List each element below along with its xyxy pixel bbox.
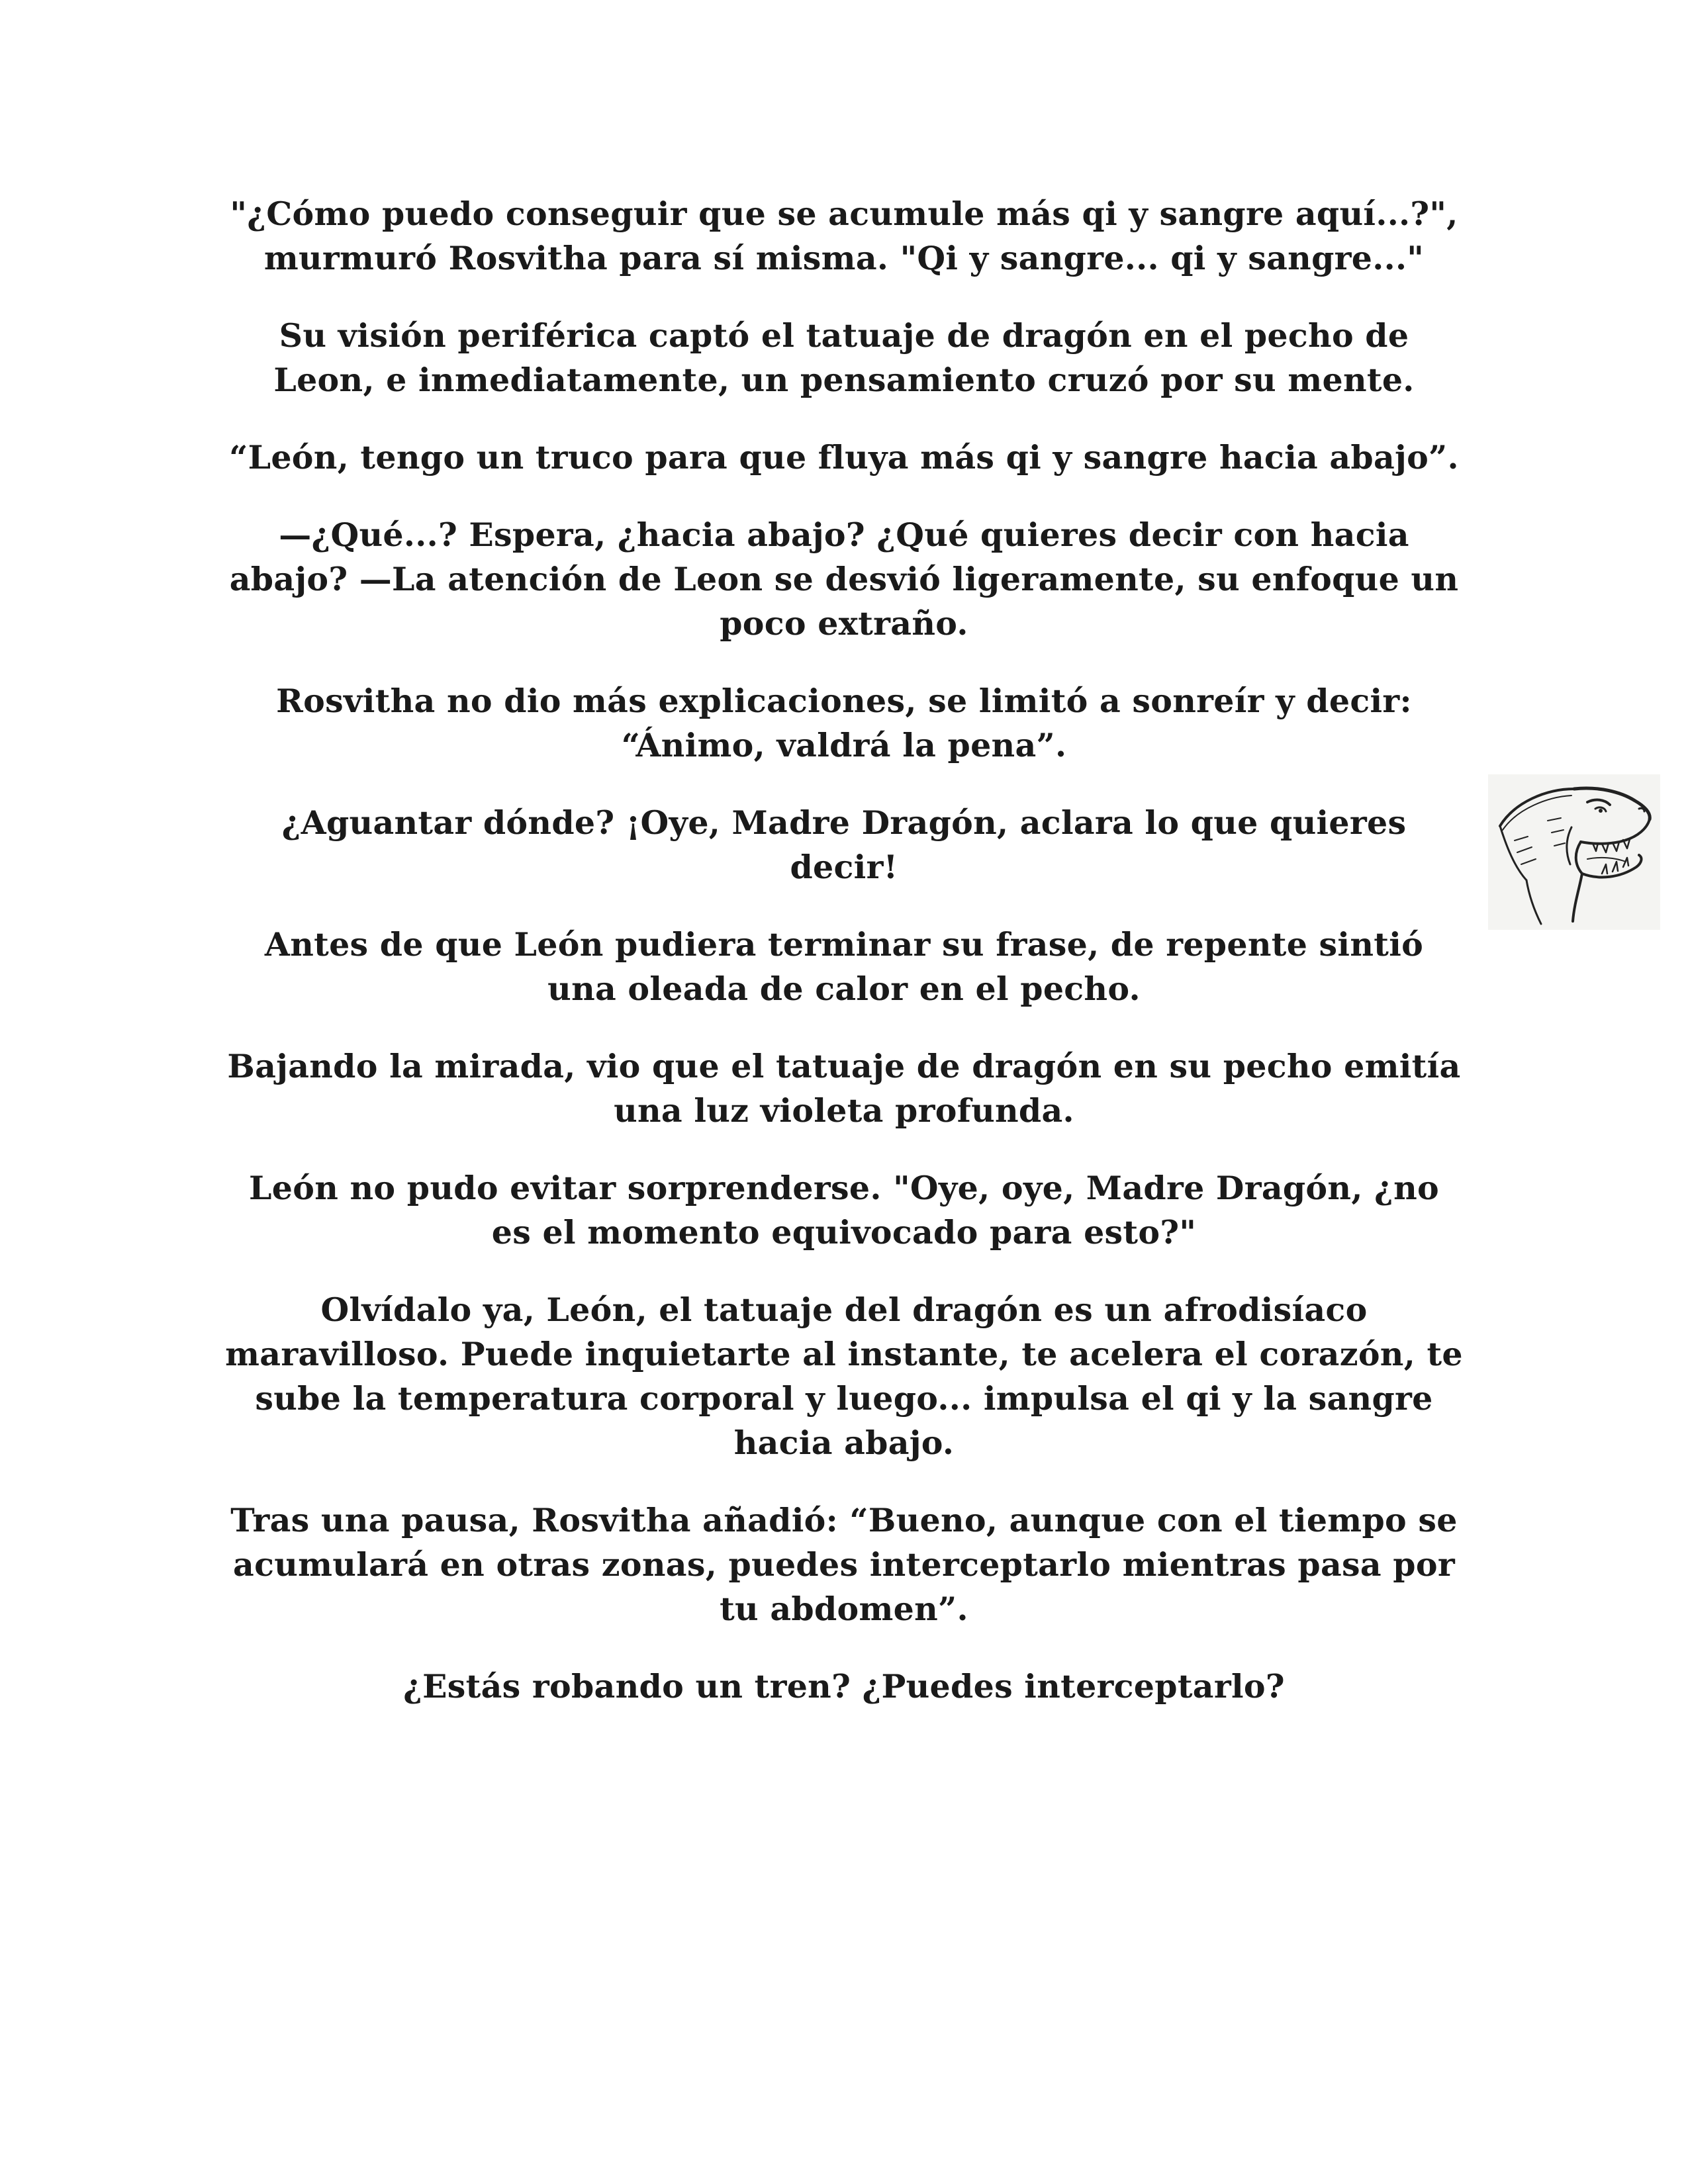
story-text <box>225 192 1463 1742</box>
dinosaur-head-sketch-icon <box>1488 774 1660 930</box>
paragraph-11: Tras una pausa, Rosvitha añadió: “Bueno, aunque con el tiempo se acumulará en otras zonas, puedes interceptarlo mientras pasa por tu abdomen”. <box>230 1501 1458 1628</box>
paragraph-6: ¿Aguantar dónde? ¡Oye, Madre Dragón, aclara lo que quieres decir! <box>281 803 1407 886</box>
paragraph-1: "¿Cómo puedo conseguir que se acumule más qi y sangre aquí...?", murmuró Rosvitha para sí misma. "Qi y sangre... qi y sangre..." <box>230 195 1458 277</box>
paragraph-7: Antes de que León pudiera terminar su frase, de repente sintió una oleada de calor en el pecho. <box>264 925 1424 1008</box>
paragraph-5: Rosvitha no dio más explicaciones, se limitó a sonreír y decir: “Ánimo, valdrá la pena”. <box>276 682 1412 764</box>
paragraph-12: ¿Estás robando un tren? ¿Puedes interceptarlo? <box>403 1667 1285 1706</box>
paragraph-10: Olvídalo ya, León, el tatuaje del dragón es un afrodisíaco maravilloso. Puede inquietarte al instante, te acelera el corazón, te sube la temperatura corporal y luego... impulsa el qi y la sangre hacia abajo. <box>225 1291 1463 1462</box>
paragraph-8: Bajando la mirada, vio que el tatuaje de dragón en su pecho emitía una luz violeta profunda. <box>227 1047 1461 1130</box>
paragraph-9: León no pudo evitar sorprenderse. "Oye, oye, Madre Dragón, ¿no es el momento equivocado para esto?" <box>249 1169 1439 1251</box>
paragraph-3: “León, tengo un truco para que fluya más qi y sangre hacia abajo”. <box>229 438 1459 477</box>
paragraph-2: Su visión periférica captó el tatuaje de dragón en el pecho de Leon, e inmediatamente, un pensamiento cruzó por su mente. <box>273 316 1415 399</box>
paragraph-4: —¿Qué...? Espera, ¿hacia abajo? ¿Qué quieres decir con hacia abajo? —La atención de Leon se desvió ligeramente, su enfoque un poco extraño. <box>229 516 1459 643</box>
